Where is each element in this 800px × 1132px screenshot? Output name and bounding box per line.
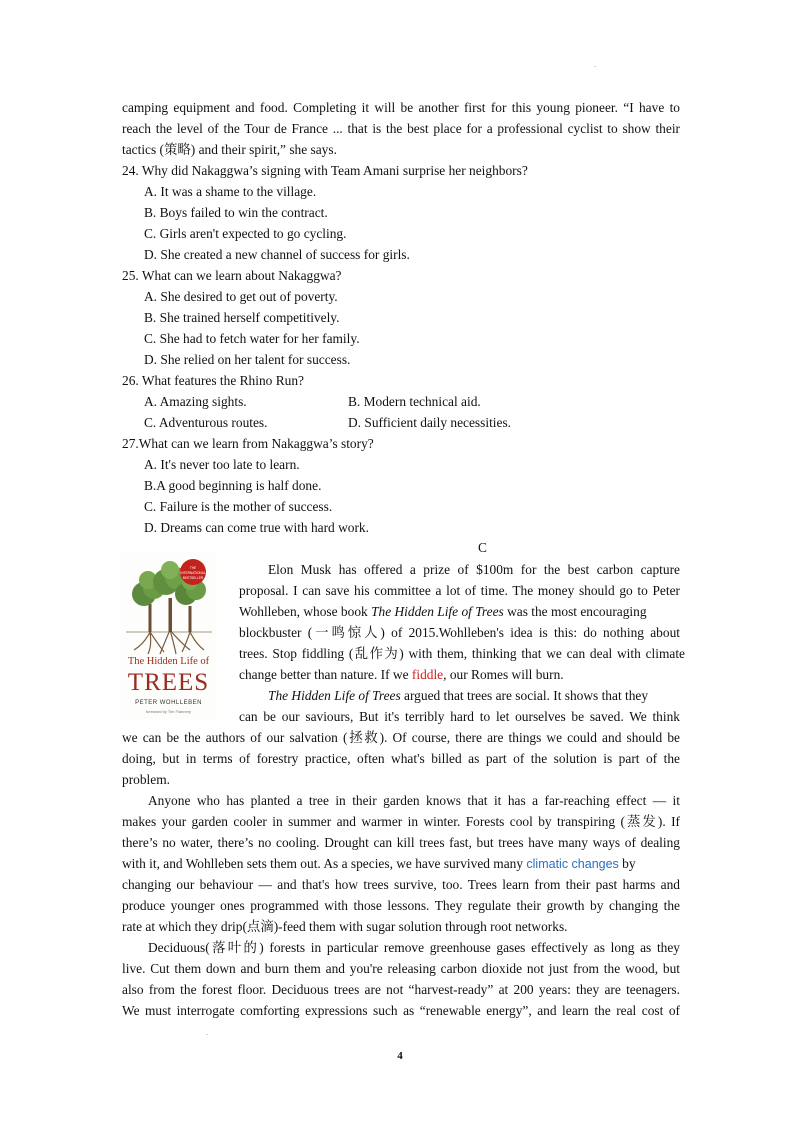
question-25-stem: 25. What can we learn about Nakaggwa? bbox=[122, 268, 342, 283]
cover-foreword: foreword by Tim Flannery bbox=[145, 709, 192, 714]
para3-line-1: Anyone who has planted a tree in their garden knows that it has a far-reaching effect — it bbox=[148, 793, 680, 808]
question-24-option-c: C. Girls aren't expected to go cycling. bbox=[144, 226, 347, 241]
scan-mark: . bbox=[206, 1028, 208, 1037]
question-27-option-c: C. Failure is the mother of success. bbox=[144, 499, 333, 514]
highlighted-phrase: climatic changes bbox=[526, 857, 619, 871]
para1-text: Wohlleben, whose book bbox=[239, 604, 372, 619]
book-title-italic: The Hidden Life of Trees bbox=[371, 604, 504, 619]
question-26-option-a: A. Amazing sights. bbox=[144, 394, 247, 409]
question-27-option-b: B.A good beginning is half done. bbox=[144, 478, 322, 493]
question-24-stem: 24. Why did Nakaggwa’s signing with Team Amani surprise her neighbors? bbox=[122, 163, 528, 178]
question-24-option-d: D. She created a new channel of success for girls. bbox=[144, 247, 410, 262]
bestseller-badge: THE INTERNATIONAL BESTSELLER bbox=[180, 559, 206, 585]
para3-text: with it, and Wohlleben sets them out. As a species, we have survived many bbox=[122, 856, 527, 871]
para1-text: was the most encouraging bbox=[503, 604, 647, 619]
para4-line-3: also from the forest floor. Deciduous trees are not “harvest-ready” at 200 years: they are teenagers. bbox=[122, 982, 680, 997]
cover-title-small: The Hidden Life of bbox=[127, 656, 210, 667]
para3-line-2: makes your garden cooler in summer and warmer in winter. Forests cool by transpiring (蒸发). If bbox=[122, 814, 680, 829]
question-25-option-c: C. She had to fetch water for her family. bbox=[144, 331, 360, 346]
scan-mark: . bbox=[594, 60, 596, 69]
page-number: 4 bbox=[397, 1050, 403, 1062]
para2-line-3: we can be the authors of our salvation (拯救). Of course, there are things we could and should be bbox=[122, 730, 680, 745]
para2-line-1 bbox=[268, 687, 680, 704]
para2-line-5: problem. bbox=[122, 772, 170, 787]
question-27-stem: 27.What can we learn from Nakaggwa’s story? bbox=[122, 436, 374, 451]
question-24-option-b: B. Boys failed to win the contract. bbox=[144, 205, 328, 220]
para1-text: change better than nature. If we bbox=[239, 667, 412, 682]
para3-line-4 bbox=[122, 855, 636, 873]
para2-text: argued that trees are social. It shows that they bbox=[400, 688, 649, 703]
highlighted-word: fiddle bbox=[411, 667, 444, 682]
para3-text: by bbox=[618, 856, 636, 871]
intro-line-1: camping equipment and food. Completing it will be another first for this young pioneer. “I have to bbox=[122, 100, 680, 115]
para3-line-5: changing our behaviour — and that's how trees survive, too. Trees learn from their past harms and bbox=[122, 877, 680, 892]
intro-line-3: tactics (策略) and their spirit,” she says. bbox=[122, 142, 337, 157]
para4-line-4: We must interrogate comforting expressions such as “renewable energy”, and learn the real cost of bbox=[122, 1003, 680, 1018]
para1-line-3 bbox=[239, 603, 680, 620]
book-cover-image bbox=[120, 552, 217, 719]
para2-line-2: can be our saviours, But it's terribly hard to let ourselves be saved. We think bbox=[239, 709, 680, 724]
para3-line-3: there’s no water, there’s no cooling. Drought can kill trees fast, but trees have many ways of dealing bbox=[122, 835, 680, 850]
para1-line-4: blockbuster (一鸣惊人) of 2015.Wohlleben's idea is this: do nothing about bbox=[239, 625, 680, 640]
cover-author: PETER WOHLLEBEN bbox=[135, 700, 202, 706]
para1-line-6 bbox=[239, 666, 564, 683]
question-27-option-a: A. It's never too late to learn. bbox=[144, 457, 300, 472]
para1-line-2: proposal. I can save his committee a lot of time. The money should go to Peter bbox=[239, 583, 680, 598]
para4-line-2: live. Cut them down and burn them and you're releasing carbon dioxide not just from the wood, but bbox=[122, 961, 680, 976]
question-26-stem: 26. What features the Rhino Run? bbox=[122, 373, 304, 388]
question-27-option-d: D. Dreams can come true with hard work. bbox=[144, 520, 369, 535]
question-25-option-b: B. She trained herself competitively. bbox=[144, 310, 340, 325]
question-25-option-d: D. She relied on her talent for success. bbox=[144, 352, 351, 367]
para1-line-1: Elon Musk has offered a prize of $100m for the best carbon capture bbox=[268, 562, 680, 577]
question-26-option-d: D. Sufficient daily necessities. bbox=[348, 415, 512, 430]
para3-line-7: rate at which they drip(点滴)-feed them with sugar solution through root networks. bbox=[122, 919, 568, 934]
question-25-option-a: A. She desired to get out of poverty. bbox=[144, 289, 338, 304]
para2-line-4: doing, but in terms of forestry practice, often what's billed as part of the solution is part of the bbox=[122, 751, 680, 766]
para4-line-1: Deciduous(落叶的) forests in particular remove greenhouse gases effectively as long as they bbox=[148, 940, 680, 955]
para3-line-6: produce younger ones programmed with those lessons. They regulate their growth by changing the bbox=[122, 898, 680, 913]
question-26-option-c: C. Adventurous routes. bbox=[144, 415, 268, 430]
cover-title-large: TREES bbox=[127, 669, 210, 696]
question-26-option-b: B. Modern technical aid. bbox=[348, 394, 481, 409]
para1-text: , our Romes will burn. bbox=[443, 667, 564, 682]
para1-line-5: trees. Stop fiddling (乱作为) with them, thinking that we can deal with climate bbox=[239, 646, 685, 661]
question-24-option-a: A. It was a shame to the village. bbox=[144, 184, 317, 199]
section-heading: C bbox=[478, 540, 487, 555]
book-title-italic: The Hidden Life of Trees bbox=[268, 688, 401, 703]
intro-line-2: reach the level of the Tour de France ... that is the best place for a professional cyclist to show their bbox=[122, 121, 680, 136]
